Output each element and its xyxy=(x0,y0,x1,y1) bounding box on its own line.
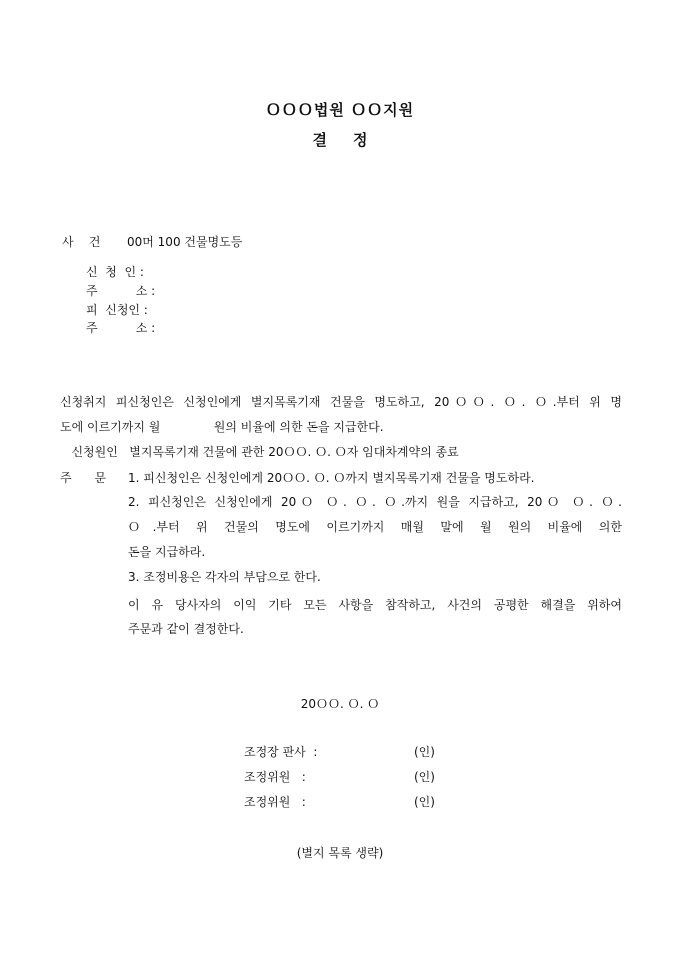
signature-role: 조정위원 : xyxy=(244,795,306,809)
seal-mark: (인) xyxy=(414,795,435,809)
court-title: ＯＯＯ법원 ＯＯ지원 xyxy=(265,101,415,119)
purpose-line-2: 도에 이르기까지 월 원의 비율에 의한 돈을 지급한다. xyxy=(60,420,384,434)
order-item-2-line-3: 돈을 지급하라. xyxy=(128,545,206,559)
order-item-2-line-1: 2. 피신청인은 신청인에게 20Ｏ Ｏ. Ｏ. Ｏ.까지 원을 지급하고, 20Ｏ Ｏ. Ｏ. xyxy=(128,495,622,509)
seal-mark: (인) xyxy=(414,745,435,759)
reason-line-1: 이 유 당사자의 이익 기타 모든 사항을 참작하고, 사건의 공평한 해결을 위하여 xyxy=(128,598,622,612)
case-label: 사 건 xyxy=(62,235,101,249)
signature-role: 조정장 판사 : xyxy=(244,745,318,759)
cause-line: 신청원인 별지목록기재 건물에 관한 20ＯＯ. Ｏ. Ｏ자 임대차계약의 종료 xyxy=(60,445,459,459)
reason-line-2: 주문과 같이 결정한다. xyxy=(128,622,244,636)
order-item-1: 1. 피신청인은 신청인에게 20ＯＯ. Ｏ. Ｏ까지 별지목록기재 건물을 명도하라. xyxy=(128,471,535,485)
order-item-3: 3. 조정비용은 각자의 부담으로 한다. xyxy=(128,570,321,584)
order-item-2-line-2: Ｏ.부터 위 건물의 명도에 이르기까지 매월 말에 월 원의 비율에 의한 xyxy=(128,520,622,534)
seal-mark: (인) xyxy=(414,770,435,784)
attachment-note: (별지 목록 생략) xyxy=(296,846,384,860)
applicant-label: 신 청 인 : xyxy=(86,265,144,279)
respondent-label: 피 신청인 : xyxy=(86,303,148,317)
signature-role: 조정위원 : xyxy=(244,770,306,784)
case-value: 00머 100 건물명도등 xyxy=(127,235,243,249)
respondent-address-label: 주 소 : xyxy=(86,321,156,335)
document-type: 결 정 xyxy=(312,131,368,149)
decision-date: 20ＯＯ. Ｏ. Ｏ xyxy=(300,697,380,711)
purpose-line-1: 신청취지 피신청인은 신청인에게 별지목록기재 건물을 명도하고, 20ＯＯ. Ｏ. Ｏ.부터 위 명 xyxy=(60,395,622,409)
order-label: 주 문 xyxy=(60,471,107,485)
applicant-address-label: 주 소 : xyxy=(86,284,156,298)
